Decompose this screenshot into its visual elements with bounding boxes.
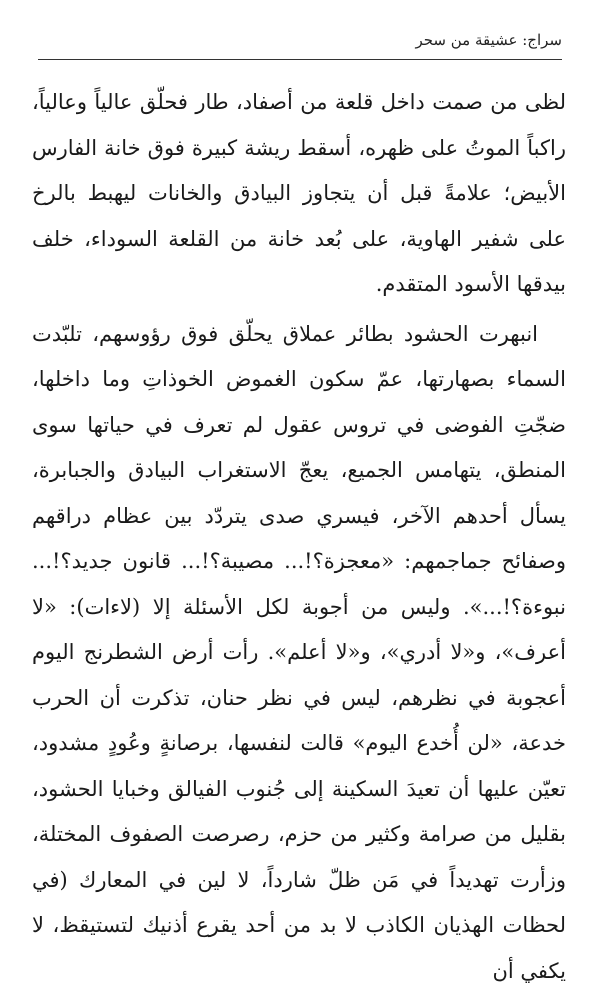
paragraph-1: لظى من صمت داخل قلعة من أصفاد، طار فحلّق عالياً وعالياً، راكباً الموتُ على ظهره، أسقط ريشة كبيرة فوق خانة الفارس الأبيض؛ علامةً قبل أن يتجاوز البيادق والخانات ليهبط بالرخ على شفير الهاوية، على بُعد خانة من القلعة السوداء، خلف بيدقها الأسود المتقدم. xyxy=(32,90,566,296)
running-header-title: سراج: عشيقة من سحر xyxy=(415,31,562,49)
header-divider xyxy=(38,59,562,60)
body-text xyxy=(32,80,566,994)
paragraph-2: انبهرت الحشود بطائر عملاق يحلّق فوق رؤوسهم، تلبّدت السماء بصهارتها، عمّ سكون الغموض الخوذاتِ وما داخلها، ضجّتِ الفوضى في تروس عقول لم تعرف في حياتها سوى المنطق، يتهامس الجميع، يعجّ الاستغراب البيادق والجبابرة، يسأل أحدهم الآخر، فيسري صدى يتردّد بين عظام دراقهم وصفائح جماجمهم: «معجزة؟!... مصيبة؟!... قانون جديد؟!... نبوءة؟!...». وليس من أجوبة لكل الأسئلة إلا (لاءات): «لا أعرف»، و«لا أدري»، و«لا أعلم». رأت أرض الشطرنج اليوم أعجوبة في نظرهم، ليس في نظر حنان، تذكرت أن الحرب خدعة، «لن أُخدع اليوم» قالت لنفسها، برصانةٍ وعُودٍ مشدود، تعيّن عليها أن تعيدَ السكينة إلى جُنوب الفيالق وخبايا الحشود، بقليل من صرامة وكثير من حزم، رصرصت الصفوف المختلة، وزأرت تهديداً في مَن ظلّ شارداً، لا لين في المعارك (في لحظات الهذيان الكاذب لا بد من أحد يقرع أذنيك لتستيقظ، لا يكفي أن xyxy=(32,321,566,983)
